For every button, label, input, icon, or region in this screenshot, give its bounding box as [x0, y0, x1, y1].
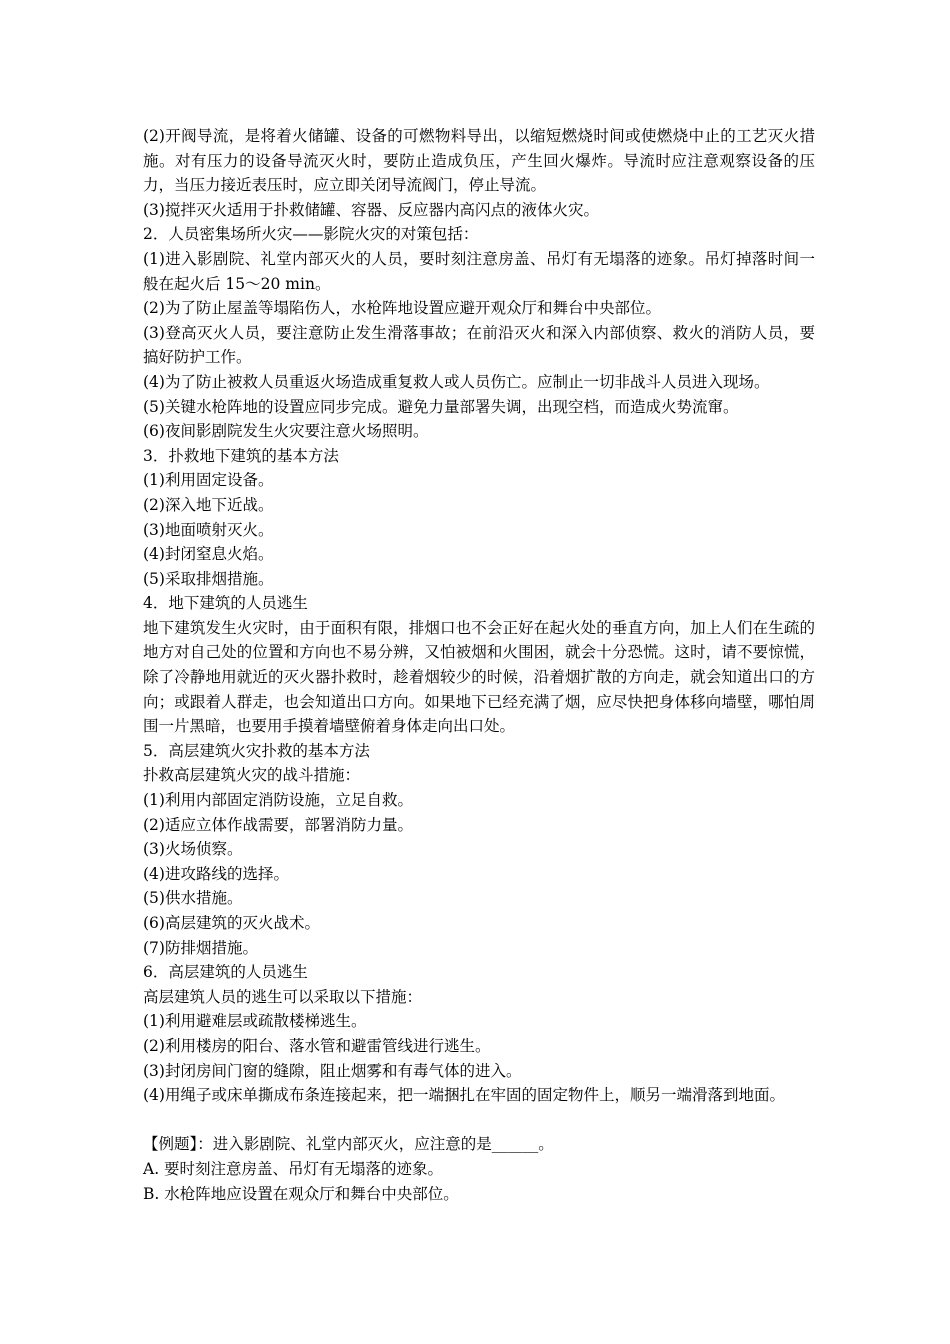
list-item: (6)高层建筑的灭火战术。: [143, 914, 320, 932]
paragraph-3-stirring: (3)搅拌灭火适用于扑救储罐、容器、反应器内高闪点的液体火灾。: [143, 200, 599, 219]
list-item: (1)利用避难层或疏散楼梯逃生。: [143, 1012, 367, 1031]
list-item: (2)深入地下近战。: [143, 495, 274, 514]
list-item: (5)关键水枪阵地的设置应同步完成。避免力量部署失调，出现空档，而造成火势流窜。: [143, 397, 739, 416]
list-item: (1)进入影剧院、礼堂内部灭火的人员，要时刻注意房盖、吊灯有无塌落的迹象。吊灯掉落时间一般在起火后 15～20 min。: [143, 249, 815, 293]
section-heading-6: 6．高层建筑的人员逃生: [143, 963, 308, 982]
section-heading-2: 2．人员密集场所火灾——影院火灾的对策包括：: [143, 225, 479, 244]
document-page: [143, 124, 815, 1206]
list-item: (7)防排烟措施。: [143, 938, 258, 957]
list-item: (2)利用楼房的阳台、落水管和避雷管线进行逃生。: [143, 1036, 491, 1055]
list-item: (4)用绳子或床单撕成布条连接起来，把一端捆扎在牢固的固定物件上，顺另一端滑落到地面。: [143, 1086, 785, 1105]
list-item: (1)利用固定设备。: [143, 471, 274, 490]
list-item: (3)火场侦察。: [143, 840, 243, 859]
blank-line: [143, 1108, 815, 1133]
example-option-b: B. 水枪阵地应设置在观众厅和舞台中央部位。: [143, 1184, 459, 1203]
paragraph-intro: 高层建筑人员的逃生可以采取以下措施：: [143, 987, 423, 1006]
list-item: (2)为了防止屋盖等塌陷伤人，水枪阵地设置应避开观众厅和舞台中央部位。: [143, 299, 661, 318]
section-heading-5: 5．高层建筑火灾扑救的基本方法: [143, 741, 370, 760]
section-heading-4: 4．地下建筑的人员逃生: [143, 594, 308, 613]
list-item: (1)利用内部固定消防设施，立足自救。: [143, 791, 413, 810]
section-heading-3: 3．扑救地下建筑的基本方法: [143, 446, 339, 465]
example-question: 【例题】：进入影剧院、礼堂内部灭火，应注意的是______。: [143, 1135, 554, 1154]
list-item: (4)进攻路线的选择。: [143, 864, 289, 883]
list-item: (5)供水措施。: [143, 889, 243, 908]
paragraph-2-diversion: (2)开阀导流，是将着火储罐、设备的可燃物料导出，以缩短燃烧时间或使燃烧中止的工艺灭火措施。对有压力的设备导流灭火时，要防止造成负压，产生回火爆炸。导流时应注意观察设备的压力，当压力接近表压时，应立即关闭导流阀门，停止导流。: [143, 127, 815, 195]
paragraph-underground-escape: 地下建筑发生火灾时，由于面积有限，排烟口也不会正好在起火处的垂直方向，加上人们在生疏的地方对自己处的位置和方向也不易分辨，又怕被烟和火围困，就会十分恐慌。这时，请不要惊慌，除了冷静地用就近的灭火器扑救时，趁着烟较少的时候，沿着烟扩散的方向走，就会知道出口的方向；或跟着人群走，也会知道出口方向。如果地下已经充满了烟，应尽快把身体移向墙壁，哪怕周围一片黑暗，也要用手摸着墙壁俯着身体走向出口处。: [143, 618, 815, 736]
list-item: (2)适应立体作战需要，部署消防力量。: [143, 815, 413, 834]
list-item: (4)封闭窒息火焰。: [143, 545, 274, 564]
list-item: (5)采取排烟措施。: [143, 569, 274, 588]
example-option-a: A. 要时刻注意房盖、吊灯有无塌落的迹象。: [143, 1159, 444, 1178]
list-item: (3)地面喷射灭火。: [143, 520, 274, 539]
list-item: (4)为了防止被救人员重返火场造成重复救人或人员伤亡。应制止一切非战斗人员进入现场。: [143, 372, 770, 391]
list-item: (6)夜间影剧院发生火灾要注意火场照明。: [143, 422, 429, 441]
list-item: (3)登高灭火人员，要注意防止发生滑落事故；在前沿灭火和深入内部侦察、救火的消防人员，要搞好防护工作。: [143, 323, 815, 367]
list-item: (3)封闭房间门窗的缝隙，阻止烟雾和有毒气体的进入。: [143, 1061, 522, 1080]
paragraph-intro: 扑救高层建筑火灾的战斗措施：: [143, 766, 361, 785]
